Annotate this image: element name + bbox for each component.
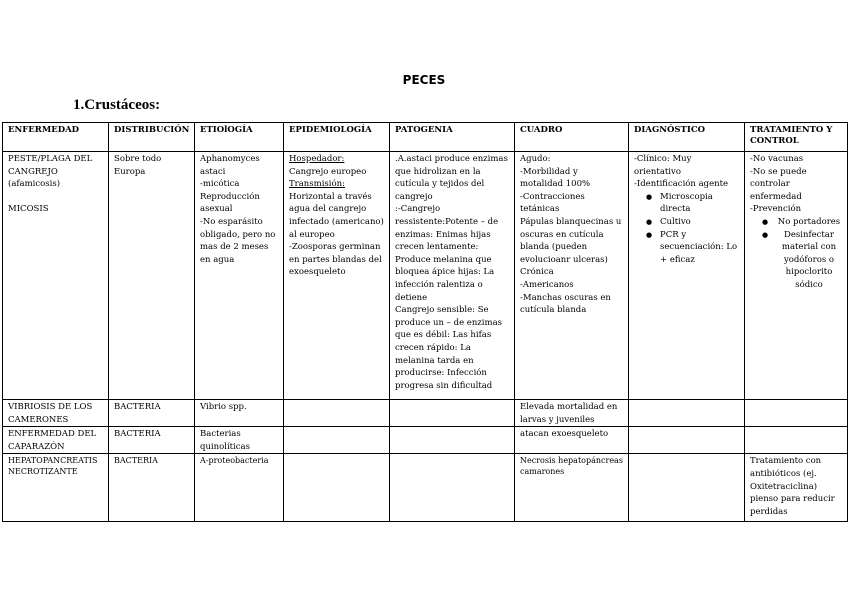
cell-text: Aphanomyces astaci — [200, 154, 260, 177]
diagnostico-list — [634, 191, 739, 267]
section-heading: 1.Crustáceos: — [73, 97, 161, 113]
disease-table — [2, 122, 848, 522]
header-epidemiologia: EPIDEMIOLOGÍA — [284, 123, 390, 152]
cell-patogenia — [390, 400, 515, 427]
cell-enfermedad: ENFERMEDAD DEL CAPARAZÓN — [3, 427, 109, 454]
header-patogenia: PATOGENIA — [390, 123, 515, 152]
table-row — [3, 400, 848, 427]
cell-patogenia — [390, 454, 515, 522]
cell-diagnostico — [629, 152, 745, 400]
cell-patogenia — [390, 427, 515, 454]
cell-text: -No esparásito obligado, pero no mas de 2 meses en agua — [200, 216, 276, 265]
cell-text: Sobre todo Europa — [114, 154, 162, 177]
cell-text: Hospedador: — [289, 154, 345, 164]
cell-text: -Morbilidad y motalidad 100% — [520, 166, 591, 190]
cell-cuadro — [515, 152, 629, 400]
cell-text: -Americanos — [520, 279, 574, 290]
cell-text: -No vacunas — [750, 154, 804, 164]
cell-patogenia — [390, 152, 515, 400]
cell-tratamiento — [745, 427, 848, 454]
cell-diagnostico — [629, 454, 745, 522]
header-diagnostico: DIAGNÓSTICO — [629, 123, 745, 152]
list-item: ● Microscopia directa — [660, 191, 739, 216]
cell-text: -micótica — [200, 179, 240, 190]
cell-text: -Contracciones tetánicas — [520, 191, 585, 215]
cell-etiologia: Vibrio spp. — [195, 400, 284, 427]
cell-etiologia — [195, 152, 284, 400]
cell-text: PESTE/PLAGA DEL CANGREJO — [8, 154, 93, 177]
list-item: ● No portadores — [776, 216, 842, 229]
header-row — [3, 123, 848, 152]
cell-text: Horizontal a través agua del cangrejo infectado (americano) al europeo — [289, 191, 384, 240]
table-row — [3, 152, 848, 400]
cell-text: -Clínico: Muy orientativo — [634, 154, 692, 177]
cell-distribucion: BACTERIA — [109, 427, 195, 454]
header-distribucion: DISTRIBUCIÓN — [109, 123, 195, 152]
cell-diagnostico — [629, 427, 745, 454]
table-row — [3, 454, 848, 522]
cell-distribucion: BACTERIA — [109, 454, 195, 522]
list-item: ● PCR y secuenciación: Lo + eficaz — [660, 229, 739, 267]
cell-etiologia: Bacterias quinolíticas — [195, 427, 284, 454]
cell-text: -Prevención — [750, 204, 802, 215]
cell-text: MICOSIS — [8, 204, 49, 215]
cell-diagnostico — [629, 400, 745, 427]
cell-epidemiologia — [284, 427, 390, 454]
cell-text: Agudo: — [520, 154, 551, 164]
cell-enfermedad: VIBRIOSIS DE LOS CAMERONES — [3, 400, 109, 427]
header-tratamiento: TRATAMIENTO Y CONTROL — [745, 123, 848, 152]
cell-text: -Manchas oscuras en cutícula blanda — [520, 292, 611, 316]
cell-tratamiento: Tratamiento con antibióticos (ej. Oxitetraciclina) pienso para reducir perdidas — [745, 454, 848, 522]
cell-text: :-Cangrejo ressistente:Potente – de enzimas: Enimas hijas crecen lentamente: Produce melanina que bloquea ápice hijas: La infección ralentiza o detiene — [395, 204, 499, 303]
list-item: ● Cultivo — [660, 216, 739, 229]
cell-text: -Identificación agente — [634, 179, 729, 190]
cell-cuadro: Elevada mortalidad en larvas y juveniles — [515, 400, 629, 427]
cell-text: Cangrejo europeo — [289, 166, 367, 177]
cell-text: Reproducción asexual — [200, 191, 260, 215]
cell-epidemiologia — [284, 152, 390, 400]
header-etiologia: ETIOlOGÍA — [195, 123, 284, 152]
cell-text: Cangrejo sensible: Se produce un – de enzimas que es débil: Las hifas crecen rápido: La melanina tarda en producirse: Infección progresa sin dificultad — [395, 305, 502, 391]
cell-text: (afamicosis) — [8, 179, 61, 190]
cell-cuadro: Necrosis hepatopáncreas camarones — [515, 454, 629, 522]
cell-enfermedad: HEPATOPANCREATIS NECROTIZANTE — [3, 454, 109, 522]
table-row — [3, 427, 848, 454]
cell-text: Pápulas blanquecinas u oscuras en cutícula blanda (pueden evolucioanr ulceras) — [520, 216, 622, 265]
cell-distribucion — [109, 152, 195, 400]
cell-text: -No se puede controlar enfermedad — [750, 166, 807, 202]
page-title: PECES — [402, 73, 446, 87]
cell-text: -Zoosporas germinan en partes blandas del exoesqueleto — [289, 242, 382, 278]
header-enfermedad: ENFERMEDAD — [3, 123, 109, 152]
cell-etiologia: A-proteobacteria — [195, 454, 284, 522]
cell-tratamiento — [745, 152, 848, 400]
cell-text: .A.astaci produce enzimas que hidrolizan en la cutícula y tejidos del cangrejo — [395, 154, 508, 202]
header-cuadro: CUADRO — [515, 123, 629, 152]
cell-tratamiento — [745, 400, 848, 427]
cell-epidemiologia — [284, 400, 390, 427]
cell-text: Transmisión: — [289, 179, 345, 190]
cell-distribucion: BACTERIA — [109, 400, 195, 427]
cell-cuadro: atacan exoesqueleto — [515, 427, 629, 454]
cell-text: Crónica — [520, 267, 554, 278]
list-item: ● Desinfectar material con yodóforos o hipoclorito sódico — [776, 229, 842, 292]
cell-epidemiologia — [284, 454, 390, 522]
cell-enfermedad — [3, 152, 109, 400]
tratamiento-list — [750, 216, 842, 292]
